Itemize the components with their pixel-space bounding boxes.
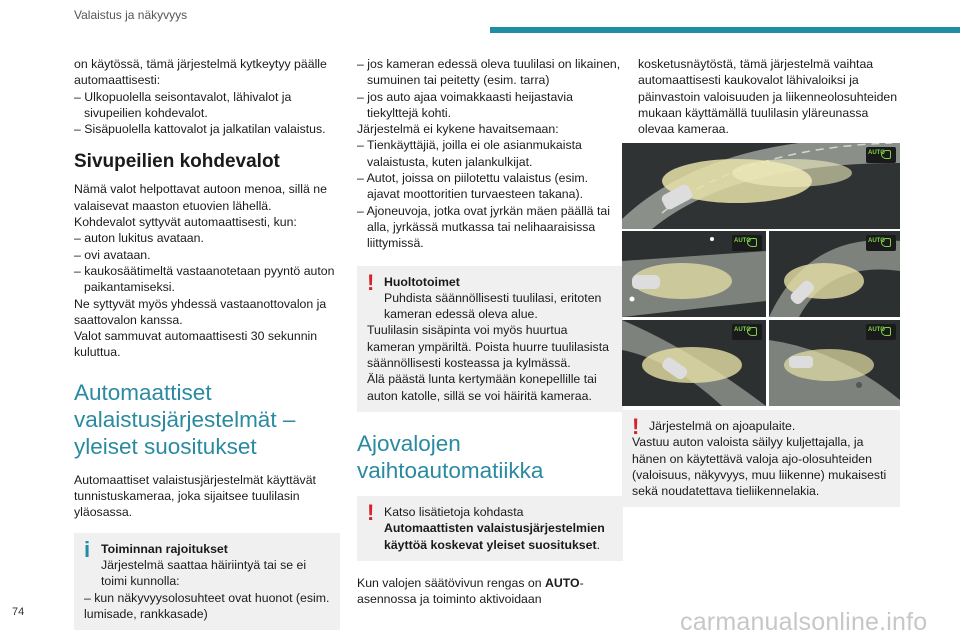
note-item: – kun näkyvyysolosuhteet ovat huonot (esim. lumisade, rankkasade) (84, 590, 330, 621)
note-title: Huoltotoimet (384, 274, 460, 289)
watermark: carmanualsonline.info (680, 608, 928, 636)
list-item: – kaukosäätimeltä vastaanotetaan pyyntö auton paikantamiseksi. (74, 263, 335, 295)
warning-icon: ! (367, 269, 375, 295)
page-number: 74 (12, 606, 25, 618)
note-text: Vastuu auton valoista säilyy kuljettajalla, ja hänen on käytettävä valoja ajo-olosuhteiden (valoisuus, näkyvyys, muu liikenne) mukaisesti sekä noudatettava tieliikennelakia. (632, 435, 887, 499)
auto-high-beam-indicator-icon (866, 324, 896, 340)
illustration-high-beam (622, 143, 900, 229)
badge-text: AUTO (868, 327, 885, 333)
intro-item-1: – Ulkopuolella seisontavalot, lähivalot ja sivupeilien kohdevalot. (74, 89, 292, 120)
list-item: – jos auto ajaa voimakkaasti heijastavia tiekylttejä kohti. (357, 89, 574, 120)
section-heading-auto-lighting: Automaattiset valaistusjärjestelmät – yleiset suositukset (74, 379, 296, 459)
paragraph: Kohdevalot syttyvät automaattisesti, kun: (74, 215, 297, 230)
note-text: Katso lisätietoja kohdasta (384, 504, 524, 519)
illustration-car-in-front (769, 320, 900, 406)
paragraph-text: Kun valojen säätövivun rengas on (357, 575, 545, 590)
warning-note-maintenance (357, 266, 623, 412)
column-3 (638, 56, 904, 137)
section-heading-auto-high-beam: Ajovalojen vaihtoautomatiikka (357, 430, 544, 483)
header-title: Valaistus ja näkyvyys (74, 8, 188, 22)
note-text: Älä päästä lunta kertymään konepellille tai auton katolle, sillä se voi häiritä kameraa. (367, 372, 597, 403)
badge-text: AUTO (868, 238, 885, 244)
list-item: – Autot, joissa on piilotettu valaistus (esim. ajavat moottoritien turvaesteen takana). (357, 171, 589, 202)
list-item: – auton lukitus avataan. (74, 231, 204, 246)
warning-note-reference (357, 496, 623, 561)
list-item: – jos kameran edessä oleva tuulilasi on likainen, sumuinen tai peitetty (esim. tarra) (357, 57, 621, 88)
list-item: – ovi avataan. (74, 247, 151, 262)
auto-high-beam-indicator-icon (866, 235, 896, 251)
illustration-oncoming-car (622, 231, 766, 317)
paragraph-text: -asennossa ja toiminto aktivoidaan (357, 575, 584, 607)
badge-text: AUTO (734, 238, 751, 244)
auto-high-beam-indicator-icon (866, 147, 896, 163)
warning-note-driver-responsibility (622, 410, 900, 507)
column-1 (74, 56, 340, 642)
paragraph: Valot sammuvat automaattisesti 30 sekunnin kuluttua. (74, 329, 318, 360)
warning-icon: ! (632, 414, 640, 439)
illustration-vehicle-ahead (622, 320, 766, 406)
note-text: Tuulilasin sisäpinta voi myös huurtua kameran ympäriltä. Poista huurre tuulilasista säännöllisesti kosteassa ja kylmässä. (367, 323, 609, 371)
list-item: – Tienkäyttäjiä, joilla ei ole asianmukaista valaistusta, kuten jalankulkijat. (357, 138, 582, 169)
info-icon: i (84, 536, 91, 562)
badge-text: AUTO (868, 150, 885, 156)
auto-label: AUTO (545, 575, 580, 590)
note-text: Järjestelmä saattaa häiriintyä tai se ei toimi kunnolla: (101, 557, 307, 589)
section-heading-mirror-lights: Sivupeilien kohdevalot (74, 151, 280, 173)
paragraph: Nämä valot helpottavat autoon menoa, sillä ne valaisevat maaston etuovien lähellä. (74, 182, 327, 213)
paragraph (357, 575, 623, 608)
road-scene (622, 143, 900, 229)
header-accent-bar (490, 27, 960, 33)
note-text: Puhdista säännöllisesti tuulilasi, eritoten kameran edessä oleva alue. (384, 290, 602, 322)
paragraph: Ne syttyvät myös yhdessä vastaanottovalon ja saattovalon kanssa. (74, 296, 327, 327)
note-text: . (596, 537, 600, 552)
auto-high-beam-indicator-icon (732, 235, 762, 251)
illustration-curve (769, 231, 900, 317)
auto-high-beam-indicator-icon (732, 324, 762, 340)
info-note (74, 533, 340, 630)
note-reference: Automaattisten valaistusjärjestelmien käyttöä koskevat yleiset suositukset (384, 521, 605, 552)
warning-icon: ! (367, 499, 375, 525)
paragraph: Järjestelmä ei kykene havaitsemaan: (357, 122, 559, 137)
note-text: Järjestelmä on ajoapulaite. (649, 419, 796, 433)
note-title: Toiminnan rajoitukset (101, 541, 228, 556)
badge-text: AUTO (734, 327, 751, 333)
intro-item-2: – Sisäpuolella kattovalot ja jalkatilan valaistus. (74, 122, 326, 137)
paragraph: Automaattiset valaistusjärjestelmät käyttävät tunnistuskameraa, joka sijaitsee tuulilasin yläosassa. (74, 472, 316, 520)
paragraph: kosketusnäytöstä, tämä järjestelmä vaihtaa automaattisesti kaukovalot lähivaloiksi ja päinvastoin valoisuuden ja liikenneolosuhteiden mukaan käyttämällä tuulilasin yläreunassa olevaa kameraa. (638, 57, 898, 137)
list-item: – Ajoneuvoja, jotka ovat jyrkän mäen päällä tai alla, jyrkässä mutkassa tai nelihaaraisissa liittymissä. (357, 203, 610, 251)
intro-text: on käytössä, tämä järjestelmä kytkeytyy päälle automaattisesti: (74, 57, 327, 88)
column-2 (357, 56, 623, 607)
